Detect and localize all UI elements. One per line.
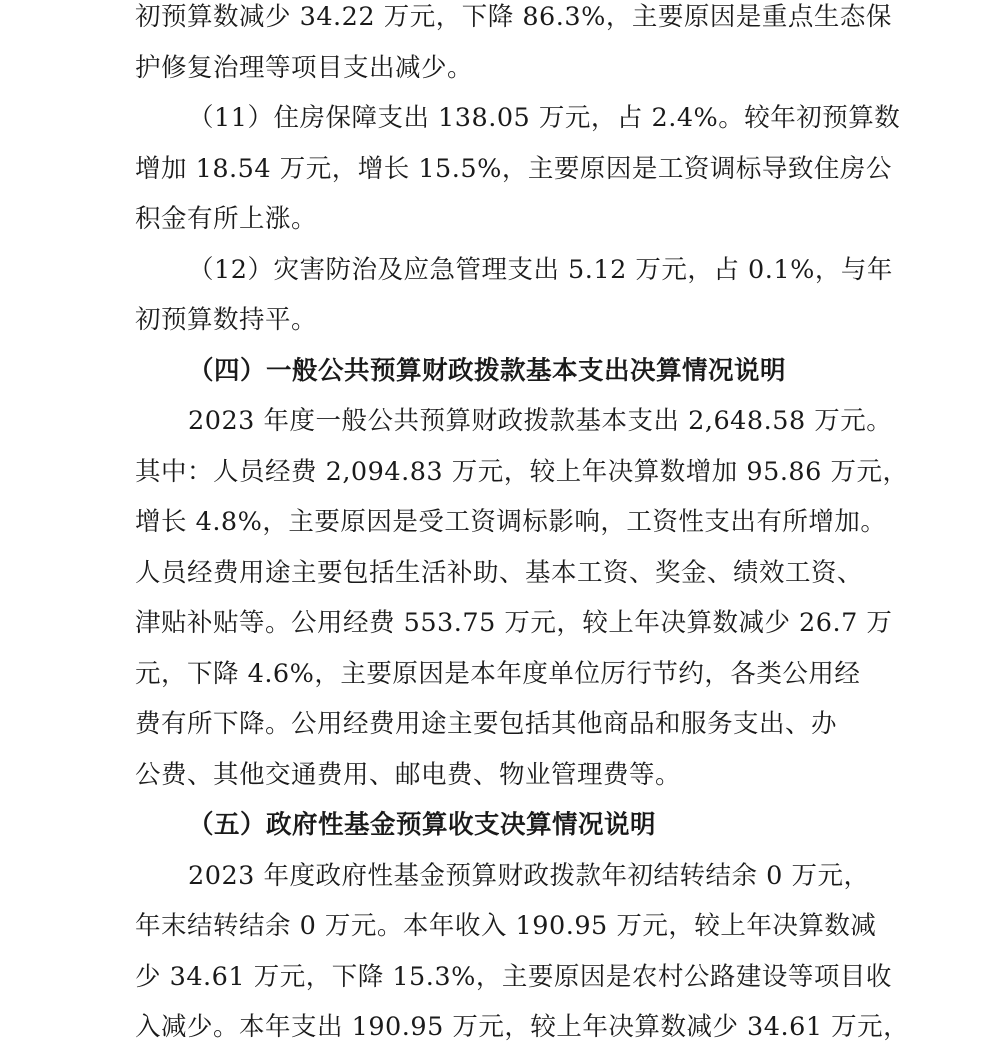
text-line: 其中：人员经费 2,094.83 万元，较上年决算数增加 95.86 万元，: [135, 457, 909, 487]
text-line: 2023 年度政府性基金预算财政拨款年初结转结余 0 万元，: [188, 861, 870, 891]
text-line: （12）灾害防治及应急管理支出 5.12 万元，占 0.1%，与年: [188, 255, 893, 285]
text-line: 入减少。本年支出 190.95 万元，较上年决算数减少 34.61 万元，: [135, 1012, 910, 1042]
text-line: 初预算数减少 34.22 万元，下降 86.3%，主要原因是重点生态保: [135, 2, 892, 32]
text-line: 津贴补贴等。公用经费 553.75 万元，较上年决算数减少 26.7 万: [135, 608, 893, 638]
text-line: 护修复治理等项目支出减少。: [135, 53, 474, 83]
text-line: （11）住房保障支出 138.05 万元，占 2.4%。较年初预算数: [188, 103, 901, 133]
text-line: 增加 18.54 万元，增长 15.5%，主要原因是工资调标导致住房公: [135, 154, 892, 184]
section-heading: （四）一般公共预算财政拨款基本支出决算情况说明: [188, 356, 787, 386]
text-line: 积金有所上涨。: [135, 204, 318, 234]
text-line: 少 34.61 万元，下降 15.3%，主要原因是农村公路建设等项目收: [135, 962, 892, 992]
text-line: 初预算数持平。: [135, 305, 318, 335]
text-line: 元，下降 4.6%，主要原因是本年度单位厉行节约，各类公用经: [135, 659, 861, 689]
text-line: 2023 年度一般公共预算财政拨款基本支出 2,648.58 万元。: [188, 406, 893, 436]
text-line: 公费、其他交通费用、邮电费、物业管理费等。: [135, 760, 682, 790]
text-line: 增长 4.8%，主要原因是受工资调标影响，工资性支出有所增加。: [135, 507, 887, 537]
text-line: 年末结转结余 0 万元。本年收入 190.95 万元，较上年决算数减: [135, 911, 877, 941]
text-line: 人员经费用途主要包括生活补助、基本工资、奖金、绩效工资、: [135, 558, 864, 588]
text-line: 费有所下降。公用经费用途主要包括其他商品和服务支出、办: [135, 709, 838, 739]
section-heading: （五）政府性基金预算收支决算情况说明: [188, 810, 657, 840]
